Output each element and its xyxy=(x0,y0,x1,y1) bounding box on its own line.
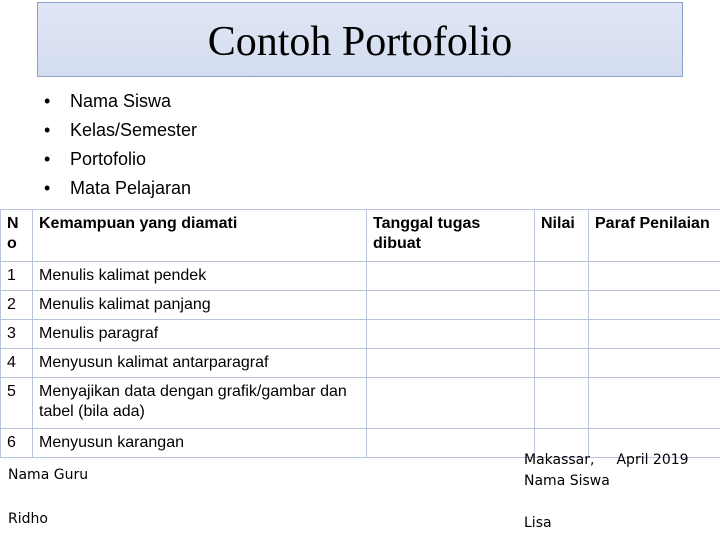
teacher-name: Ridho xyxy=(8,511,48,527)
table-row xyxy=(1,378,720,429)
slide-title: Contoh Portofolio xyxy=(207,18,513,65)
header-no: N o xyxy=(1,210,33,262)
title-box xyxy=(37,2,683,77)
table-row xyxy=(1,349,720,378)
row-score xyxy=(535,378,589,429)
row-no: 3 xyxy=(1,320,33,349)
table-row xyxy=(1,291,720,320)
header-date: Tanggal tugas dibuat xyxy=(367,210,535,262)
table-row xyxy=(1,320,720,349)
signature-place-date xyxy=(524,450,689,492)
bullet-list xyxy=(44,88,197,204)
row-sign xyxy=(589,349,720,378)
row-ability: Menulis paragraf xyxy=(33,320,367,349)
row-no: 4 xyxy=(1,349,33,378)
bullet-item: • Mata Pelajaran xyxy=(44,175,197,204)
row-ability: Menulis kalimat pendek xyxy=(33,262,367,291)
row-ability: Menyusun karangan xyxy=(33,429,367,458)
student-name: Lisa xyxy=(524,515,552,531)
row-no: 6 xyxy=(1,429,33,458)
row-date xyxy=(367,262,535,291)
bullet-item: • Nama Siswa xyxy=(44,88,197,117)
bullet-icon: • xyxy=(44,91,51,111)
row-date xyxy=(367,291,535,320)
row-ability: Menyajikan data dengan grafik/gambar dan tabel (bila ada) xyxy=(33,378,367,429)
row-date xyxy=(367,429,535,458)
header-ability: Kemampuan yang diamati xyxy=(33,210,367,262)
row-sign xyxy=(589,320,720,349)
bullet-icon: • xyxy=(44,178,51,198)
signature-place: Makassar, xyxy=(524,452,595,468)
student-label: Nama Siswa xyxy=(524,473,610,489)
bullet-icon: • xyxy=(44,149,51,169)
row-ability: Menyusun kalimat antarparagraf xyxy=(33,349,367,378)
row-no: 5 xyxy=(1,378,33,429)
row-no: 1 xyxy=(1,262,33,291)
teacher-label: Nama Guru xyxy=(8,467,89,483)
table-row xyxy=(1,262,720,291)
row-sign xyxy=(589,378,720,429)
table-header-row xyxy=(1,210,720,262)
row-score xyxy=(535,320,589,349)
bullet-icon: • xyxy=(44,120,51,140)
bullet-item: • Portofolio xyxy=(44,146,197,175)
signature-date: April 2019 xyxy=(616,452,689,468)
row-date xyxy=(367,349,535,378)
row-date xyxy=(367,378,535,429)
bullet-item: • Kelas/Semester xyxy=(44,117,197,146)
row-ability: Menulis kalimat panjang xyxy=(33,291,367,320)
row-no: 2 xyxy=(1,291,33,320)
header-score: Nilai xyxy=(535,210,589,262)
row-sign xyxy=(589,291,720,320)
row-score xyxy=(535,291,589,320)
row-sign xyxy=(589,262,720,291)
row-date xyxy=(367,320,535,349)
row-score xyxy=(535,262,589,291)
portfolio-table xyxy=(0,209,720,458)
row-score xyxy=(535,349,589,378)
header-sign: Paraf Penilaian xyxy=(589,210,720,262)
